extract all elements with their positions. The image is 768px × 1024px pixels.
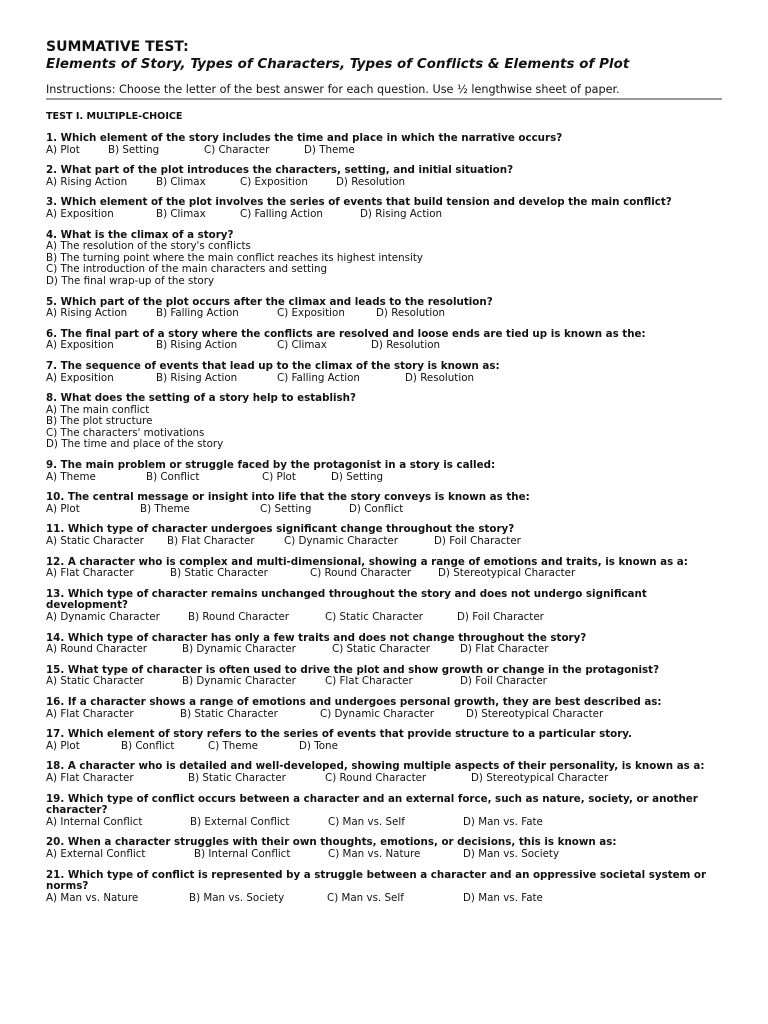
answer-option: B) Static Character	[180, 707, 278, 720]
answer-option: B) Conflict	[121, 739, 175, 752]
answer-option: A) Internal Conflict	[46, 815, 143, 828]
question-text: 18. A character who is detailed and well-developed, showing multiple aspects of their personality, is known as a:	[46, 760, 705, 773]
answer-option: B) Conflict	[146, 470, 200, 483]
answer-option: B) Falling Action	[156, 307, 239, 320]
answer-options	[46, 676, 722, 688]
question-item	[46, 133, 722, 156]
question-item	[46, 729, 722, 752]
answer-option: B) Round Character	[188, 611, 290, 623]
answer-option: A) Static Character	[46, 535, 144, 548]
answer-option: A) Rising Action	[46, 307, 128, 320]
answer-option: C) Theme	[208, 739, 258, 752]
question-text: 15. What type of character is often used to drive the plot and show growth or change in the protagonist?	[46, 663, 660, 676]
answer-option: A) Flat Character	[46, 771, 134, 784]
answer-options	[46, 773, 722, 785]
question-text: 16. If a character shows a range of emotions and undergoes personal growth, they are best described as:	[46, 695, 662, 708]
answer-option: D) Resolution	[405, 371, 475, 384]
answer-option: D) Foil Character	[460, 675, 547, 688]
answer-option: B) Setting	[108, 143, 160, 156]
question-text: 14. Which type of character has only a few traits and does not change throughout the story?	[46, 631, 587, 644]
answer-options	[46, 405, 722, 451]
question-item	[46, 761, 722, 784]
answer-option: C) Exposition	[240, 175, 308, 188]
answer-options	[46, 340, 722, 352]
answer-option: D) Foil Character	[434, 535, 521, 548]
answer-option: C) Round Character	[310, 567, 412, 580]
answer-option: A) Plot	[46, 143, 80, 156]
answer-option: B) Rising Action	[156, 339, 238, 352]
answer-option: B) The turning point where the main conflict reaches its highest intensity	[46, 251, 423, 264]
answer-option: D) The time and place of the story	[46, 438, 224, 451]
question-item	[46, 230, 722, 288]
answer-option: A) Plot	[46, 739, 80, 752]
question-text: 9. The main problem or struggle faced by the protagonist in a story is called:	[46, 459, 496, 472]
question-item	[46, 361, 722, 384]
answer-option: C) Climax	[277, 339, 327, 352]
answer-option: D) Resolution	[336, 175, 406, 188]
answer-options	[46, 241, 722, 287]
answer-options	[46, 849, 722, 861]
answer-option: A) Flat Character	[46, 567, 134, 580]
answer-option: D) Theme	[304, 143, 355, 156]
answer-option: A) Rising Action	[46, 175, 128, 188]
question-text: 1. Which element of the story includes the time and place in which the narrative occurs?	[46, 132, 563, 144]
question-text: 6. The final part of a story where the conflicts are resolved and loose ends are tied up is known as the:	[46, 327, 646, 340]
question-text: 10. The central message or insight into life that the story conveys is known as the:	[46, 491, 530, 504]
answer-option: B) Climax	[156, 175, 206, 188]
answer-options	[46, 373, 722, 385]
question-item	[46, 197, 722, 220]
answer-option: D) Rising Action	[360, 207, 443, 220]
question-item	[46, 794, 722, 829]
question-item	[46, 460, 722, 483]
answer-option: B) Man vs. Society	[189, 891, 285, 904]
answer-options	[46, 472, 722, 484]
answer-option: C) Man vs. Self	[327, 891, 404, 904]
answer-option: A) External Conflict	[46, 847, 146, 860]
answer-option: A) Dynamic Character	[46, 611, 160, 623]
question-item	[46, 870, 722, 905]
answer-option: D) Resolution	[376, 307, 446, 320]
answer-option: A) Static Character	[46, 675, 144, 688]
answer-option: C) Round Character	[325, 771, 427, 784]
question-list	[46, 133, 722, 904]
question-item	[46, 633, 722, 656]
instructions: Instructions: Choose the letter of the best answer for each question. Use ½ lengthwise sheet of paper.	[46, 83, 722, 100]
answer-option: C) Static Character	[332, 643, 431, 656]
question-item	[46, 329, 722, 352]
question-item	[46, 665, 722, 688]
answer-option: D) Conflict	[349, 502, 404, 515]
answer-option: D) Resolution	[371, 339, 441, 352]
question-text: 21. Which type of conflict is represented by a struggle between a character and an oppressive societal system or norms?	[46, 868, 707, 893]
answer-option: B) Dynamic Character	[182, 643, 296, 656]
question-text: 19. Which type of conflict occurs between a character and an external force, such as nature, society, or another character?	[46, 792, 698, 817]
answer-option: D) Setting	[331, 470, 384, 483]
question-text: 3. Which element of the plot involves the series of events that build tension and develop the main conflict?	[46, 196, 672, 209]
answer-option: C) Falling Action	[277, 371, 360, 384]
answer-option: C) Falling Action	[240, 207, 323, 220]
answer-options	[46, 709, 722, 721]
question-item	[46, 557, 722, 580]
question-item	[46, 393, 722, 451]
question-text: 8. What does the setting of a story help to establish?	[46, 392, 356, 405]
answer-option: D) Flat Character	[460, 643, 549, 656]
answer-options	[46, 644, 722, 656]
answer-option: D) Stereotypical Character	[438, 567, 576, 580]
page-title: SUMMATIVE TEST:	[46, 39, 189, 55]
section-heading: TEST I. MULTIPLE-CHOICE	[46, 111, 183, 122]
answer-option: C) Dynamic Character	[320, 707, 434, 720]
question-item	[46, 165, 722, 188]
question-text: 5. Which part of the plot occurs after the climax and leads to the resolution?	[46, 295, 493, 308]
page-subtitle: Elements of Story, Types of Characters, Types of Conflicts & Elements of Plot	[46, 57, 630, 72]
answer-options	[46, 568, 722, 580]
answer-option: B) Climax	[156, 207, 206, 220]
answer-option: D) Man vs. Fate	[463, 815, 543, 828]
answer-option: A) Exposition	[46, 371, 114, 384]
question-item	[46, 492, 722, 515]
answer-option: C) The introduction of the main characters and setting	[46, 263, 328, 276]
answer-options	[46, 177, 722, 189]
answer-option: C) Character	[204, 143, 270, 156]
answer-option: C) Man vs. Nature	[328, 847, 421, 860]
answer-option: B) Theme	[140, 502, 190, 515]
answer-option: B) Static Character	[170, 567, 268, 580]
answer-option: C) Plot	[262, 470, 296, 483]
answer-option: B) The plot structure	[46, 415, 153, 428]
answer-option: B) Static Character	[188, 771, 286, 784]
question-item	[46, 589, 722, 624]
answer-option: D) Man vs. Fate	[463, 891, 543, 904]
question-text: 7. The sequence of events that lead up to the climax of the story is known as:	[46, 359, 500, 372]
answer-options	[46, 741, 722, 753]
answer-option: B) External Conflict	[190, 815, 290, 828]
answer-options	[46, 893, 722, 905]
answer-options	[46, 145, 722, 157]
question-text: 20. When a character struggles with their own thoughts, emotions, or decisions, this is known as:	[46, 836, 617, 849]
answer-option: C) The characters' motivations	[46, 426, 205, 439]
question-text: 2. What part of the plot introduces the characters, setting, and initial situation?	[46, 164, 514, 177]
answer-option: B) Internal Conflict	[194, 847, 291, 860]
answer-option: C) Exposition	[277, 307, 345, 320]
answer-option: B) Flat Character	[167, 535, 255, 548]
answer-options	[46, 536, 722, 548]
answer-option: D) The final wrap-up of the story	[46, 274, 215, 287]
answer-options	[46, 504, 722, 516]
answer-option: B) Dynamic Character	[182, 675, 296, 688]
answer-option: C) Man vs. Self	[328, 815, 405, 828]
answer-options	[46, 308, 722, 320]
question-item	[46, 297, 722, 320]
question-text: 13. Which type of character remains unchanged throughout the story and does not undergo significant development?	[46, 587, 647, 612]
answer-option: C) Static Character	[325, 611, 424, 623]
answer-option: A) Exposition	[46, 339, 114, 352]
answer-option: A) The resolution of the story's conflicts	[46, 240, 251, 253]
answer-option: A) Flat Character	[46, 707, 134, 720]
answer-option: C) Flat Character	[325, 675, 413, 688]
answer-option: D) Tone	[299, 739, 338, 752]
answer-option: C) Setting	[260, 502, 312, 515]
answer-option: C) Dynamic Character	[284, 535, 398, 548]
question-item	[46, 697, 722, 720]
answer-options	[46, 612, 722, 624]
answer-options	[46, 209, 722, 221]
answer-option: D) Stereotypical Character	[466, 707, 604, 720]
question-text: 11. Which type of character undergoes significant change throughout the story?	[46, 523, 515, 536]
answer-options	[46, 817, 722, 829]
question-text: 12. A character who is complex and multi-dimensional, showing a range of emotions and traits, is known as a:	[46, 555, 688, 568]
answer-option: D) Stereotypical Character	[471, 771, 609, 784]
answer-option: A) Man vs. Nature	[46, 891, 139, 904]
answer-option: A) Plot	[46, 502, 80, 515]
question-item	[46, 524, 722, 547]
question-text: 17. Which element of story refers to the series of events that provide structure to a particular story.	[46, 728, 632, 741]
answer-option: A) Theme	[46, 470, 96, 483]
answer-option: B) Rising Action	[156, 371, 238, 384]
answer-option: D) Man vs. Society	[463, 847, 560, 860]
question-item	[46, 837, 722, 860]
answer-option: D) Foil Character	[457, 611, 544, 623]
answer-option: A) The main conflict	[46, 403, 150, 416]
question-text: 4. What is the climax of a story?	[46, 228, 234, 241]
answer-option: A) Round Character	[46, 643, 148, 656]
answer-option: A) Exposition	[46, 207, 114, 220]
